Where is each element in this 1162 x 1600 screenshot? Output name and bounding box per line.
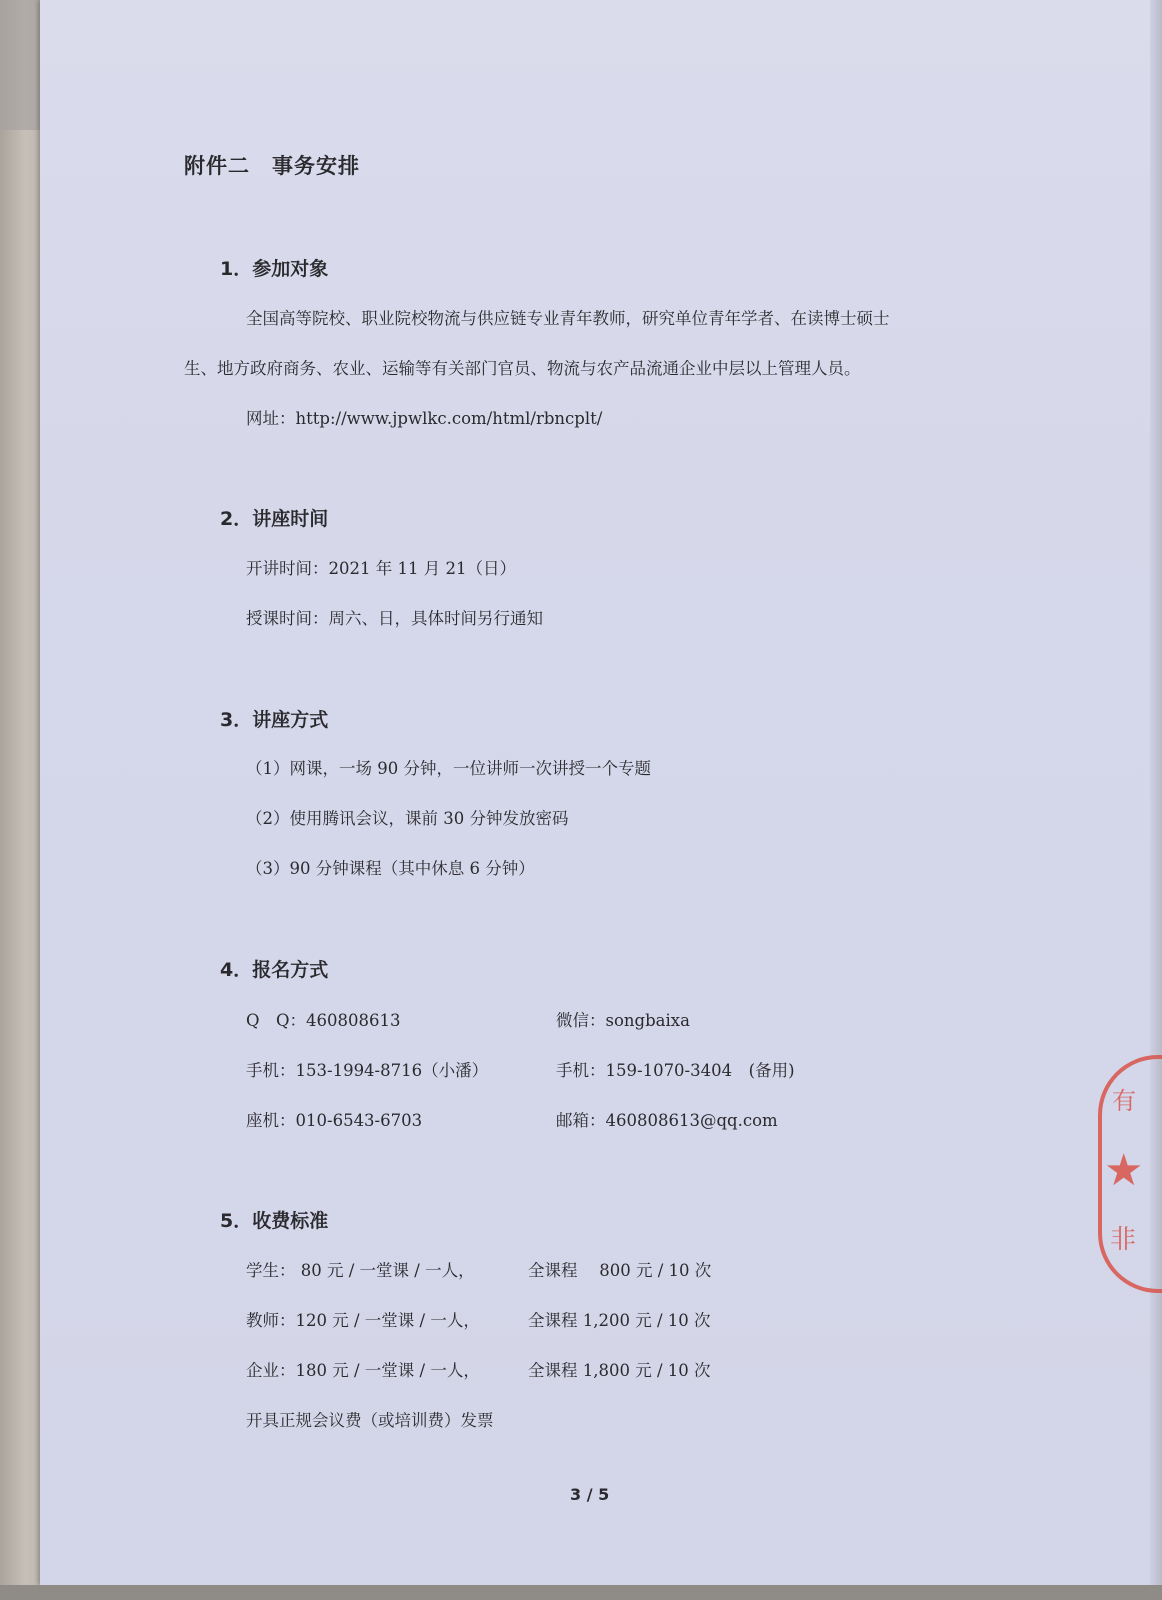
contact-qq: Q Q：460808613 bbox=[246, 1011, 401, 1030]
invoice-note: 开具正规会议费（或培训费）发票 bbox=[246, 1411, 494, 1430]
stamp-char-1: 有 bbox=[1112, 1087, 1136, 1115]
page-title: 附件二 事务安排 bbox=[184, 154, 360, 178]
scan-right-edge bbox=[1150, 0, 1162, 1600]
stamp-char-3: 非 bbox=[1110, 1225, 1137, 1255]
fee-enterprise-per-class: 企业：180 元 / 一堂课 / 一人， bbox=[246, 1361, 480, 1380]
contact-wechat: 微信：songbaixa bbox=[556, 1011, 690, 1030]
fee-teacher-full: 全课程 1,200 元 / 10 次 bbox=[528, 1311, 711, 1330]
start-date: 开讲时间：2021 年 11 月 21（日） bbox=[246, 559, 516, 578]
format-item-1: （1）网课，一场 90 分钟，一位讲师一次讲授一个专题 bbox=[246, 759, 651, 778]
fee-row-enterprise bbox=[246, 1357, 711, 1381]
fee-enterprise-full: 全课程 1,800 元 / 10 次 bbox=[528, 1361, 711, 1380]
scan-left-margin bbox=[0, 0, 42, 1600]
fee-row-student bbox=[246, 1257, 711, 1281]
section-heading-fees: 5．收费标准 bbox=[220, 1210, 329, 1232]
participants-text-line-1: 全国高等院校、职业院校物流与供应链专业青年教师，研究单位青年学者、在读博士硕士 bbox=[246, 309, 890, 328]
contact-landline: 座机：010-6543-6703 bbox=[246, 1111, 423, 1130]
red-seal-stamp bbox=[1098, 1055, 1162, 1293]
stamp-star-icon: ★ bbox=[1104, 1145, 1144, 1196]
class-schedule: 授课时间：周六、日，具体时间另行通知 bbox=[246, 609, 543, 628]
document-page bbox=[40, 0, 1150, 1585]
fee-student-per-class: 学生： 80 元 / 一堂课 / 一人， bbox=[246, 1261, 475, 1280]
website-url: 网址：http://www.jpwlkc.com/html/rbncplt/ bbox=[246, 409, 603, 428]
contact-email: 邮箱：460808613@qq.com bbox=[556, 1111, 778, 1130]
section-heading-format: 3．讲座方式 bbox=[220, 709, 329, 731]
page-number: 3 / 5 bbox=[570, 1485, 610, 1504]
format-item-3: （3）90 分钟课程（其中休息 6 分钟） bbox=[246, 859, 535, 878]
section-heading-time: 2．讲座时间 bbox=[220, 508, 329, 530]
scan-bottom-edge bbox=[0, 1585, 1162, 1600]
section-heading-registration: 4．报名方式 bbox=[220, 959, 329, 981]
contact-mobile-primary: 手机：153-1994-8716（小潘） bbox=[246, 1061, 489, 1080]
format-item-2: （2）使用腾讯会议，课前 30 分钟发放密码 bbox=[246, 809, 569, 828]
scan-tape-mark bbox=[0, 0, 40, 130]
fee-student-full: 全课程 800 元 / 10 次 bbox=[528, 1261, 712, 1280]
section-heading-participants: 1．参加对象 bbox=[220, 258, 329, 280]
participants-text-line-2: 生、地方政府商务、农业、运输等有关部门官员、物流与农产品流通企业中层以上管理人员。 bbox=[184, 359, 861, 378]
fee-row-teacher bbox=[246, 1307, 711, 1331]
contact-mobile-backup: 手机：159-1070-3404 (备用) bbox=[556, 1061, 795, 1080]
fee-teacher-per-class: 教师：120 元 / 一堂课 / 一人， bbox=[246, 1311, 480, 1330]
